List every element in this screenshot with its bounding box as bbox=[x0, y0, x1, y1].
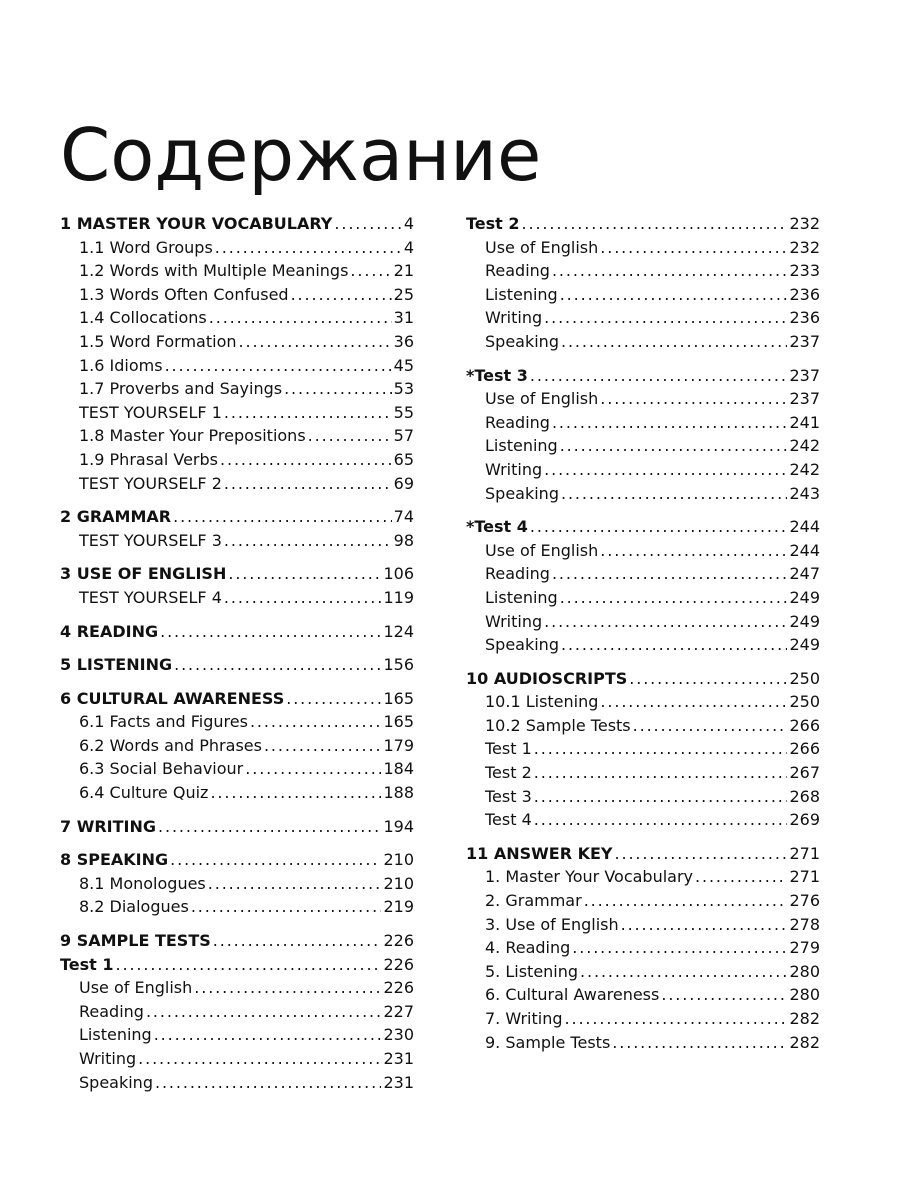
toc-subentry[interactable] bbox=[60, 734, 414, 758]
toc-entry-title: 1.6 Idioms bbox=[79, 355, 163, 375]
toc-group bbox=[466, 212, 820, 354]
page-title: Содержание bbox=[60, 113, 542, 197]
toc-chapter[interactable] bbox=[466, 212, 820, 236]
toc-entry-title: Speaking bbox=[79, 1072, 153, 1092]
toc-page-number: 249 bbox=[789, 611, 820, 631]
dot-leader bbox=[552, 562, 788, 586]
toc-entry-title: 4 READING bbox=[60, 621, 159, 641]
toc-page-number: 119 bbox=[383, 587, 414, 607]
dot-leader bbox=[530, 364, 788, 388]
toc-entry-title: 1. Master Your Vocabulary bbox=[485, 867, 694, 887]
toc-page-number: 31 bbox=[393, 308, 414, 328]
toc-subentry[interactable] bbox=[466, 434, 820, 458]
toc-group bbox=[466, 515, 820, 657]
toc-page-number: 210 bbox=[383, 850, 414, 870]
toc-subentry[interactable] bbox=[60, 283, 414, 307]
toc-entry-title: Use of English bbox=[485, 237, 599, 257]
toc-page-number: 266 bbox=[789, 715, 820, 735]
toc-subentry[interactable] bbox=[60, 306, 414, 330]
toc-entry-title: 5 LISTENING bbox=[60, 655, 173, 675]
toc-entry-title: 1.7 Proverbs and Sayings bbox=[79, 379, 283, 399]
toc-group bbox=[60, 620, 414, 644]
dot-leader bbox=[633, 714, 788, 738]
toc-page-number: 279 bbox=[789, 938, 820, 958]
toc-entry-title: 11 ANSWER KEY bbox=[466, 843, 613, 863]
toc-subentry[interactable] bbox=[60, 330, 414, 354]
toc-page-number: 237 bbox=[789, 389, 820, 409]
toc-page-number: 4 bbox=[403, 214, 414, 233]
dot-leader bbox=[284, 377, 392, 401]
dot-leader bbox=[286, 687, 381, 711]
toc-entry-title: *Test 3 bbox=[466, 365, 528, 385]
toc-group bbox=[60, 815, 414, 839]
toc-subentry[interactable] bbox=[466, 330, 820, 354]
toc-entry-title: Writing bbox=[79, 1049, 137, 1068]
dot-leader bbox=[174, 653, 381, 677]
toc-subentry[interactable] bbox=[60, 259, 414, 283]
toc-page-number: 249 bbox=[789, 587, 820, 607]
dot-leader bbox=[544, 306, 787, 330]
toc-entry-title: 7 WRITING bbox=[60, 816, 157, 836]
toc-page-number: 156 bbox=[383, 655, 414, 675]
toc-page-number: 250 bbox=[789, 668, 820, 688]
toc-subentry[interactable] bbox=[60, 586, 414, 610]
toc-page-number: 165 bbox=[383, 688, 414, 708]
toc-page-number: 55 bbox=[393, 402, 414, 422]
toc-page-number: 231 bbox=[383, 1049, 414, 1068]
dot-leader bbox=[160, 620, 381, 644]
dot-leader bbox=[621, 913, 788, 937]
toc-subentry[interactable] bbox=[466, 913, 820, 937]
toc-page-number: 106 bbox=[383, 564, 414, 584]
toc-subentry[interactable] bbox=[466, 808, 820, 832]
dot-leader bbox=[560, 434, 788, 458]
dot-leader bbox=[213, 929, 382, 953]
toc-group bbox=[60, 212, 414, 495]
dot-leader bbox=[530, 515, 788, 539]
toc-group bbox=[60, 929, 414, 1094]
toc-page-number: 266 bbox=[789, 739, 820, 759]
toc-page-number: 236 bbox=[789, 284, 820, 304]
toc-entry-title: 1.9 Phrasal Verbs bbox=[79, 449, 218, 469]
toc-page-number: 53 bbox=[393, 379, 414, 399]
dot-leader bbox=[215, 236, 402, 260]
toc-entry-title: TEST YOURSELF 2 bbox=[79, 473, 222, 493]
toc-page-number: 243 bbox=[789, 483, 820, 503]
dot-leader bbox=[534, 808, 788, 832]
dot-leader bbox=[534, 785, 788, 809]
dot-leader bbox=[534, 761, 788, 785]
toc-subentry[interactable] bbox=[466, 690, 820, 714]
toc-page-number: 271 bbox=[789, 867, 820, 887]
toc-subentry[interactable] bbox=[466, 306, 820, 330]
dot-leader bbox=[600, 387, 787, 411]
dot-leader bbox=[350, 259, 391, 283]
toc-subentry[interactable] bbox=[466, 482, 820, 506]
dot-leader bbox=[334, 212, 401, 236]
toc-page-number: 233 bbox=[789, 261, 820, 281]
dot-leader bbox=[224, 586, 382, 610]
toc-subentry[interactable] bbox=[466, 1031, 820, 1055]
toc-page-number: 232 bbox=[789, 237, 820, 257]
toc-page-number: 271 bbox=[789, 843, 820, 863]
toc-page-number: 226 bbox=[383, 954, 414, 974]
toc-group bbox=[60, 687, 414, 805]
toc-subentry[interactable] bbox=[60, 448, 414, 472]
dot-leader bbox=[220, 448, 392, 472]
toc-subentry[interactable] bbox=[60, 354, 414, 378]
toc-page-number: 244 bbox=[789, 517, 820, 537]
toc-entry-title: Test 2 bbox=[485, 763, 532, 783]
toc-entry-title: Use of English bbox=[79, 978, 193, 998]
toc-page-number: 244 bbox=[789, 540, 820, 560]
toc-chapter[interactable] bbox=[466, 667, 820, 691]
toc-entry-title: Speaking bbox=[485, 331, 559, 351]
toc-subentry[interactable] bbox=[60, 401, 414, 425]
toc-subentry[interactable] bbox=[466, 610, 820, 634]
toc-entry-title: 1.1 Word Groups bbox=[79, 237, 213, 257]
dot-leader bbox=[534, 737, 788, 761]
toc-entry-title: Test 4 bbox=[485, 810, 532, 830]
dot-leader bbox=[561, 330, 787, 354]
toc-entry-title: Speaking bbox=[485, 635, 559, 655]
toc-page-number: 280 bbox=[789, 961, 820, 981]
toc-entry-title: 2 GRAMMAR bbox=[60, 507, 172, 527]
toc-chapter[interactable] bbox=[60, 687, 414, 711]
toc-page-number: 69 bbox=[393, 473, 414, 493]
toc-subentry[interactable] bbox=[466, 387, 820, 411]
dot-leader bbox=[522, 212, 788, 236]
toc-page-number: 280 bbox=[789, 985, 820, 1005]
dot-leader bbox=[544, 610, 787, 634]
dot-leader bbox=[584, 889, 788, 913]
dot-leader bbox=[146, 1000, 382, 1024]
toc-chapter[interactable] bbox=[466, 515, 820, 539]
toc-entry-title: Writing bbox=[485, 459, 543, 479]
toc-entry-title: Reading bbox=[485, 261, 550, 281]
toc-page-number: 247 bbox=[789, 564, 820, 584]
toc-entry-title: 10.1 Listening bbox=[485, 692, 599, 712]
toc-subentry[interactable] bbox=[466, 865, 820, 889]
toc-page-number: 210 bbox=[383, 873, 414, 893]
toc-page-number: 250 bbox=[789, 692, 820, 712]
toc-entry-title: Writing bbox=[485, 611, 543, 631]
dot-leader bbox=[158, 815, 381, 839]
toc-subentry[interactable] bbox=[466, 714, 820, 738]
toc-page-number: 236 bbox=[789, 308, 820, 328]
toc-group bbox=[60, 848, 414, 919]
toc-page-number: 232 bbox=[789, 214, 820, 233]
toc-page-number: 188 bbox=[383, 783, 414, 803]
dot-leader bbox=[224, 529, 392, 553]
toc-entry-title: Listening bbox=[485, 587, 558, 607]
toc-page-number: 227 bbox=[383, 1001, 414, 1021]
toc-page-number: 98 bbox=[393, 530, 414, 550]
toc-subentry[interactable] bbox=[466, 785, 820, 809]
toc-page-number: 36 bbox=[393, 331, 414, 351]
dot-leader bbox=[561, 482, 787, 506]
toc-page-number: 45 bbox=[393, 355, 414, 375]
toc-subentry[interactable] bbox=[60, 976, 414, 1000]
toc-page-number: 282 bbox=[789, 1032, 820, 1052]
dot-leader bbox=[629, 667, 787, 691]
toc-entry-title: 1.2 Words with Multiple Meanings bbox=[79, 261, 349, 281]
toc-subentry[interactable] bbox=[60, 236, 414, 260]
toc-chapter[interactable] bbox=[60, 848, 414, 872]
toc-page-number: 184 bbox=[383, 759, 414, 779]
toc-page-number: 237 bbox=[789, 331, 820, 351]
toc-group bbox=[466, 364, 820, 506]
dot-leader bbox=[661, 983, 787, 1007]
toc-entry-title: 3 USE OF ENGLISH bbox=[60, 564, 227, 584]
toc-page-number: 226 bbox=[383, 931, 414, 951]
toc-subentry[interactable] bbox=[60, 377, 414, 401]
dot-leader bbox=[228, 562, 381, 586]
toc-subentry[interactable] bbox=[60, 529, 414, 553]
dot-leader bbox=[612, 1031, 787, 1055]
toc-subentry[interactable] bbox=[60, 872, 414, 896]
dot-leader bbox=[565, 1007, 788, 1031]
toc-page-number: 57 bbox=[393, 426, 414, 446]
toc-page-number: 231 bbox=[383, 1072, 414, 1092]
toc-chapter[interactable] bbox=[60, 562, 414, 586]
toc-group bbox=[60, 505, 414, 552]
dot-leader bbox=[239, 330, 392, 354]
toc-chapter[interactable] bbox=[60, 815, 414, 839]
toc-entry-title: Listening bbox=[485, 436, 558, 456]
toc-group bbox=[60, 562, 414, 609]
toc-entry-title: 7. Writing bbox=[485, 1009, 563, 1028]
toc-page-number: 267 bbox=[789, 763, 820, 783]
toc-page-number: 124 bbox=[383, 621, 414, 641]
toc-entry-title: Test 2 bbox=[466, 214, 520, 233]
toc-subentry[interactable] bbox=[60, 424, 414, 448]
toc-entry-title: 8 SPEAKING bbox=[60, 850, 169, 870]
toc-chapter[interactable] bbox=[466, 364, 820, 388]
toc-entry-title: Use of English bbox=[485, 389, 599, 409]
dot-leader bbox=[138, 1047, 381, 1071]
toc-entry-title: *Test 4 bbox=[466, 517, 528, 537]
toc-entry-title: 6 CULTURAL AWARENESS bbox=[60, 688, 285, 708]
toc-page-number: 249 bbox=[789, 635, 820, 655]
dot-leader bbox=[600, 539, 787, 563]
toc-entry-title: 4. Reading bbox=[485, 938, 571, 958]
toc-chapter[interactable] bbox=[60, 653, 414, 677]
toc-entry-title: Listening bbox=[79, 1025, 152, 1045]
toc-entry-title: 8.1 Monologues bbox=[79, 873, 206, 893]
toc-subentry[interactable] bbox=[60, 1000, 414, 1024]
toc-entry-title: 6.2 Words and Phrases bbox=[79, 735, 262, 755]
toc-entry-title: Use of English bbox=[485, 540, 599, 560]
dot-leader bbox=[250, 710, 382, 734]
toc-entry-title: 9 SAMPLE TESTS bbox=[60, 931, 211, 951]
dot-leader bbox=[173, 505, 392, 529]
toc-entry-title: 6.1 Facts and Figures bbox=[79, 712, 248, 732]
toc-subentry[interactable] bbox=[60, 1023, 414, 1047]
toc-entry-title: 10 AUDIOSCRIPTS bbox=[466, 668, 628, 688]
toc-subentry[interactable] bbox=[466, 889, 820, 913]
toc-subentry[interactable] bbox=[466, 539, 820, 563]
dot-leader bbox=[224, 401, 392, 425]
dot-leader bbox=[572, 936, 787, 960]
toc-page-number: 219 bbox=[383, 897, 414, 917]
toc-page-number: 242 bbox=[789, 459, 820, 479]
dot-leader bbox=[245, 757, 381, 781]
dot-leader bbox=[560, 586, 788, 610]
toc-entry-title: 1.4 Collocations bbox=[79, 308, 207, 328]
toc-page-number: 241 bbox=[789, 412, 820, 432]
toc-entry-title: TEST YOURSELF 1 bbox=[79, 402, 222, 422]
toc-page-number: 268 bbox=[789, 786, 820, 806]
dot-leader bbox=[308, 424, 392, 448]
dot-leader bbox=[600, 236, 787, 260]
dot-leader bbox=[224, 472, 392, 496]
toc-entry-title: Listening bbox=[485, 284, 558, 304]
toc-page-number: 194 bbox=[383, 816, 414, 836]
toc-entry-title: TEST YOURSELF 4 bbox=[79, 587, 222, 607]
toc-column-right bbox=[466, 212, 820, 1064]
toc-entry-title: Speaking bbox=[485, 483, 559, 503]
toc-page-number: 21 bbox=[393, 261, 414, 281]
toc-chapter[interactable] bbox=[60, 212, 414, 236]
toc-chapter[interactable] bbox=[466, 842, 820, 866]
toc-entry-title: 1.5 Word Formation bbox=[79, 331, 237, 351]
dot-leader bbox=[560, 283, 788, 307]
toc-entry-title: Reading bbox=[79, 1001, 144, 1021]
toc-subentry[interactable] bbox=[466, 458, 820, 482]
toc-entry-title: Test 3 bbox=[485, 786, 532, 806]
toc-subentry[interactable] bbox=[60, 1071, 414, 1095]
dot-leader bbox=[615, 842, 788, 866]
toc-subentry[interactable] bbox=[466, 737, 820, 761]
toc-group bbox=[466, 842, 820, 1054]
toc-page-number: 226 bbox=[383, 978, 414, 998]
toc-page-number: 230 bbox=[383, 1025, 414, 1045]
toc-entry-title: 8.2 Dialogues bbox=[79, 897, 189, 917]
dot-leader bbox=[561, 633, 787, 657]
toc-column-left bbox=[60, 212, 414, 1104]
toc-subentry[interactable] bbox=[60, 895, 414, 919]
toc-subentry[interactable] bbox=[60, 1047, 414, 1071]
toc-subentry[interactable] bbox=[466, 960, 820, 984]
toc-entry-title: Reading bbox=[485, 412, 550, 432]
dot-leader bbox=[170, 848, 381, 872]
toc-page-number: 278 bbox=[789, 914, 820, 934]
toc-subentry[interactable] bbox=[60, 757, 414, 781]
toc-page-number: 242 bbox=[789, 436, 820, 456]
dot-leader bbox=[208, 872, 382, 896]
toc-subentry[interactable] bbox=[466, 936, 820, 960]
toc-subentry[interactable] bbox=[466, 983, 820, 1007]
dot-leader bbox=[194, 976, 381, 1000]
toc-page-number: 25 bbox=[393, 284, 414, 304]
toc-subentry[interactable] bbox=[466, 236, 820, 260]
dot-leader bbox=[544, 458, 787, 482]
toc-entry-title: 5. Listening bbox=[485, 961, 579, 981]
dot-leader bbox=[264, 734, 382, 758]
dot-leader bbox=[552, 259, 788, 283]
toc-chapter[interactable] bbox=[60, 953, 414, 977]
toc-subentry[interactable] bbox=[466, 586, 820, 610]
toc-entry-title: 6.3 Social Behaviour bbox=[79, 759, 244, 779]
dot-leader bbox=[695, 865, 787, 889]
toc-entry-title: Test 1 bbox=[60, 954, 114, 974]
dot-leader bbox=[165, 354, 392, 378]
toc-page-number: 74 bbox=[393, 507, 414, 527]
toc-page-number: 179 bbox=[383, 735, 414, 755]
toc-chapter[interactable] bbox=[60, 505, 414, 529]
toc-entry-title: TEST YOURSELF 3 bbox=[79, 530, 222, 550]
toc-page-number: 4 bbox=[403, 237, 414, 257]
toc-page-number: 237 bbox=[789, 365, 820, 385]
toc-subentry[interactable] bbox=[466, 283, 820, 307]
dot-leader bbox=[154, 1023, 382, 1047]
dot-leader bbox=[291, 283, 392, 307]
toc-entry-title: 6. Cultural Awareness bbox=[485, 985, 660, 1005]
dot-leader bbox=[580, 960, 787, 984]
toc-entry-title: Test 1 bbox=[485, 739, 532, 759]
toc-subentry[interactable] bbox=[60, 472, 414, 496]
toc-entry-title: 2. Grammar bbox=[485, 891, 582, 911]
toc-group bbox=[466, 667, 820, 832]
toc-entry-title: 6.4 Culture Quiz bbox=[79, 783, 209, 803]
toc-group bbox=[60, 653, 414, 677]
dot-leader bbox=[116, 953, 382, 977]
toc-subentry[interactable] bbox=[466, 633, 820, 657]
toc-subentry[interactable] bbox=[60, 710, 414, 734]
dot-leader bbox=[600, 690, 787, 714]
toc-subentry[interactable] bbox=[466, 1007, 820, 1031]
toc-subentry[interactable] bbox=[60, 781, 414, 805]
toc-subentry[interactable] bbox=[466, 761, 820, 785]
toc-chapter[interactable] bbox=[60, 929, 414, 953]
toc-entry-title: 3. Use of English bbox=[485, 914, 619, 934]
dot-leader bbox=[209, 306, 392, 330]
toc-entry-title: 9. Sample Tests bbox=[485, 1032, 611, 1052]
toc-page-number: 65 bbox=[393, 449, 414, 469]
toc-entry-title: 1.3 Words Often Confused bbox=[79, 284, 289, 304]
toc-page-number: 282 bbox=[789, 1009, 820, 1028]
toc-page-number: 276 bbox=[789, 891, 820, 911]
toc-subentry[interactable] bbox=[466, 259, 820, 283]
dot-leader bbox=[210, 781, 381, 805]
toc-page-number: 269 bbox=[789, 810, 820, 830]
toc-subentry[interactable] bbox=[466, 411, 820, 435]
toc-subentry[interactable] bbox=[466, 562, 820, 586]
toc-entry-title: 1 MASTER YOUR VOCABULARY bbox=[60, 214, 333, 233]
dot-leader bbox=[191, 895, 382, 919]
toc-entry-title: 1.8 Master Your Prepositions bbox=[79, 426, 306, 446]
toc-entry-title: 10.2 Sample Tests bbox=[485, 715, 631, 735]
dot-leader bbox=[552, 411, 788, 435]
dot-leader bbox=[155, 1071, 381, 1095]
toc-entry-title: Writing bbox=[485, 308, 543, 328]
toc-entry-title: Reading bbox=[485, 564, 550, 584]
toc-page-number: 165 bbox=[383, 712, 414, 732]
toc-chapter[interactable] bbox=[60, 620, 414, 644]
